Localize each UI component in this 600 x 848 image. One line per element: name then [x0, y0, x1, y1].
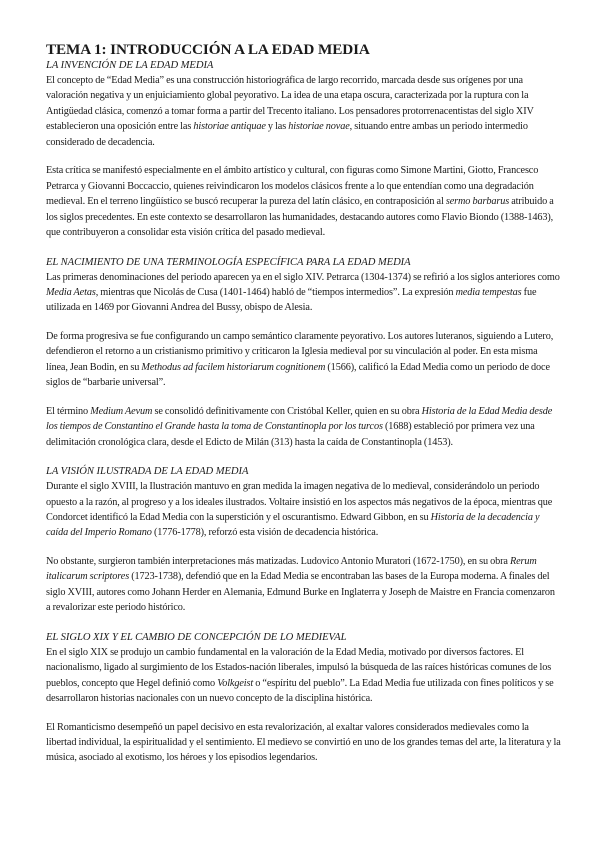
- text-run: En el siglo XIX se produjo un cambio fundamental en la valoración de la Edad Media, motivado por diversos factores. El nacionalismo, ligado al surgimiento de los Estados-nación liberales, impulsó la búsqueda de las raíces históricas comunes de los pueblos, concepto que Hegel definió como: [46, 646, 552, 689]
- italic-text: Methodus ad facilem historiarum cognitionem: [141, 361, 326, 373]
- text-run: (1723-1738), defendió que en la Edad Media se encontraban las bases de la Europa moderna. A finales del siglo XVIII, autores como Johann Herder en Alemania, Edmund Burke en Inglaterra y Joseph de Maistre en Francia comenzaron a revalorizar este periodo histórico.: [46, 571, 555, 614]
- text-run: se consolidó definitivamente con Cristóbal Keller, quien en su obra: [152, 405, 422, 417]
- text-run: (1566), calificó la Edad Media como un periodo de doce siglos de “barbarie universal”.: [46, 361, 550, 389]
- text-run: Las primeras denominaciones del periodo aparecen ya en el siglo XIV. Petrarca (1304-1374) se refirió a los siglos anteriores como: [46, 271, 560, 283]
- page-title: TEMA 1: INTRODUCCIÓN A LA EDAD MEDIA: [46, 41, 370, 58]
- paragraph: [46, 720, 561, 766]
- text-run: De forma progresiva se fue configurando un campo semántico claramente peyorativo. Los autores luteranos, siguiendo a Lutero, defendieron el retorno a un cristianismo primitivo y criticaron la Iglesia medieval por su vinculación al poder. En esta misma línea, Jean Bodin, en su: [46, 330, 554, 373]
- text-run: (1776-1778), reforzó esta visión de decadencia histórica.: [151, 527, 379, 539]
- text-run: El Romanticismo desempeñó un papel decisivo en esta revalorización, al exaltar valores considerados medievales como la libertad individual, la espiritualidad y el sentimiento. El medievo se convirtió en uno de los grandes temas del arte, la literatura y la música, asociado al exotismo, los héroes y los episodios legendarios.: [46, 721, 561, 764]
- text-run: Esta crítica se manifestó especialmente en el ámbito artístico y cultural, con figuras como Simone Martini, Giotto, Francesco Petrarca y Giovanni Boccaccio, quienes reivindicaron los modelos clásicos frente a lo que entendían como una degradación medieval. En el terreno lingüístico se buscó recuperar la pureza del latín clásico, en contraposición al: [46, 165, 539, 208]
- italic-text: historiae novae: [288, 121, 350, 133]
- section-siglo-xix: [46, 631, 561, 766]
- text-run: Durante el siglo XVIII, la Ilustración mantuvo en gran medida la imagen negativa de lo medieval, considerándolo un periodo opuesto a la razón, al progreso y a los ideales ilustrados. Voltaire insistió en los aspectos más negativos de la época, mientras que Condorcet identificó la Edad Media con la superstición y el oscurantismo. Edward Gibbon, en su: [46, 481, 553, 523]
- text-run: fue utilizada en 1469 por Giovanni Andrea del Bussy, obispo de Alesia.: [46, 286, 537, 314]
- italic-text: media tempestas: [455, 286, 522, 298]
- text-run: No obstante, surgieron también interpretaciones más matizadas. Ludovico Antonio Muratori (1672-1750), en su obra: [46, 555, 510, 567]
- italic-text: Volkgeist: [217, 677, 254, 689]
- text-run: El término: [46, 405, 91, 417]
- italic-text: Medium Aevum: [90, 405, 153, 417]
- section-terminologia: [46, 256, 561, 451]
- section-heading: EL NACIMIENTO DE UNA TERMINOLOGÍA ESPECÍFICA PARA LA EDAD MEDIA: [46, 256, 411, 268]
- paragraph: [46, 329, 561, 391]
- italic-text: Historia de la decadencia y caída del Imperio Romano: [46, 511, 540, 539]
- paragraph: [46, 479, 561, 541]
- section-heading: LA VISIÓN ILUSTRADA DE LA EDAD MEDIA: [46, 466, 249, 478]
- text-run: atribuido a los siglos precedentes. En este contexto se desarrollaron las humanidades, destacando autores como Flavio Biondo (1388-1463), que contribuyeron a consolidar esta visión crítica del pasado medieval.: [46, 196, 554, 239]
- section-ilustracion: [46, 465, 561, 616]
- paragraph: [46, 73, 561, 150]
- paragraph: [46, 270, 561, 316]
- paragraph: [46, 163, 561, 240]
- paragraph: [46, 404, 561, 450]
- paragraph: [46, 554, 561, 616]
- italic-text: Rerum italicarum scriptores: [46, 555, 537, 583]
- italic-text: Media Aetas: [46, 286, 96, 298]
- paragraph: [46, 645, 561, 707]
- text-run: , mientras que Nicolás de Cusa (1401-1464) habló de “tiempos intermedios”. La expresión: [95, 286, 456, 298]
- text-run: El concepto de “Edad Media” es una construcción historiográfica de largo recorrido, marcada desde sus orígenes por una valoración negativa y un enjuiciamiento global peyorativo. La idea de una etapa oscura, caracterizada por la ruptura con la Antigüedad clásica, comenzó a tomar forma a partir del Trecento italiano. Los pensadores protorrenacentistas del siglo XIV establecieron una oposición entre las: [46, 75, 534, 133]
- italic-text: Historia de la Edad Media desde los tiempos de Constantino el Grande hasta la toma de Constantinopla por los turcos: [46, 405, 553, 433]
- section-invencion: [46, 59, 561, 241]
- text-run: y las: [265, 121, 289, 133]
- section-heading: LA INVENCIÓN DE LA EDAD MEDIA: [46, 60, 214, 71]
- text-run: , situando entre ambas un periodo intermedio considerado de decadencia.: [46, 121, 528, 148]
- text-run: (1688) estableció por primera vez una delimitación cronológica clara, desde el Edicto de Milán (313) hasta la caída de Constantinopla (1453).: [46, 421, 535, 448]
- italic-text: historiae antiquae: [193, 121, 266, 133]
- section-heading: EL SIGLO XIX Y EL CAMBIO DE CONCEPCIÓN DE LO MEDIEVAL: [46, 631, 347, 643]
- text-run: o “espíritu del pueblo”. La Edad Media fue utilizada con fines políticos y se desarrollaron historias nacionales con un nuevo concepto de la disciplina histórica.: [46, 677, 554, 705]
- italic-text: sermo barbarus: [445, 196, 510, 208]
